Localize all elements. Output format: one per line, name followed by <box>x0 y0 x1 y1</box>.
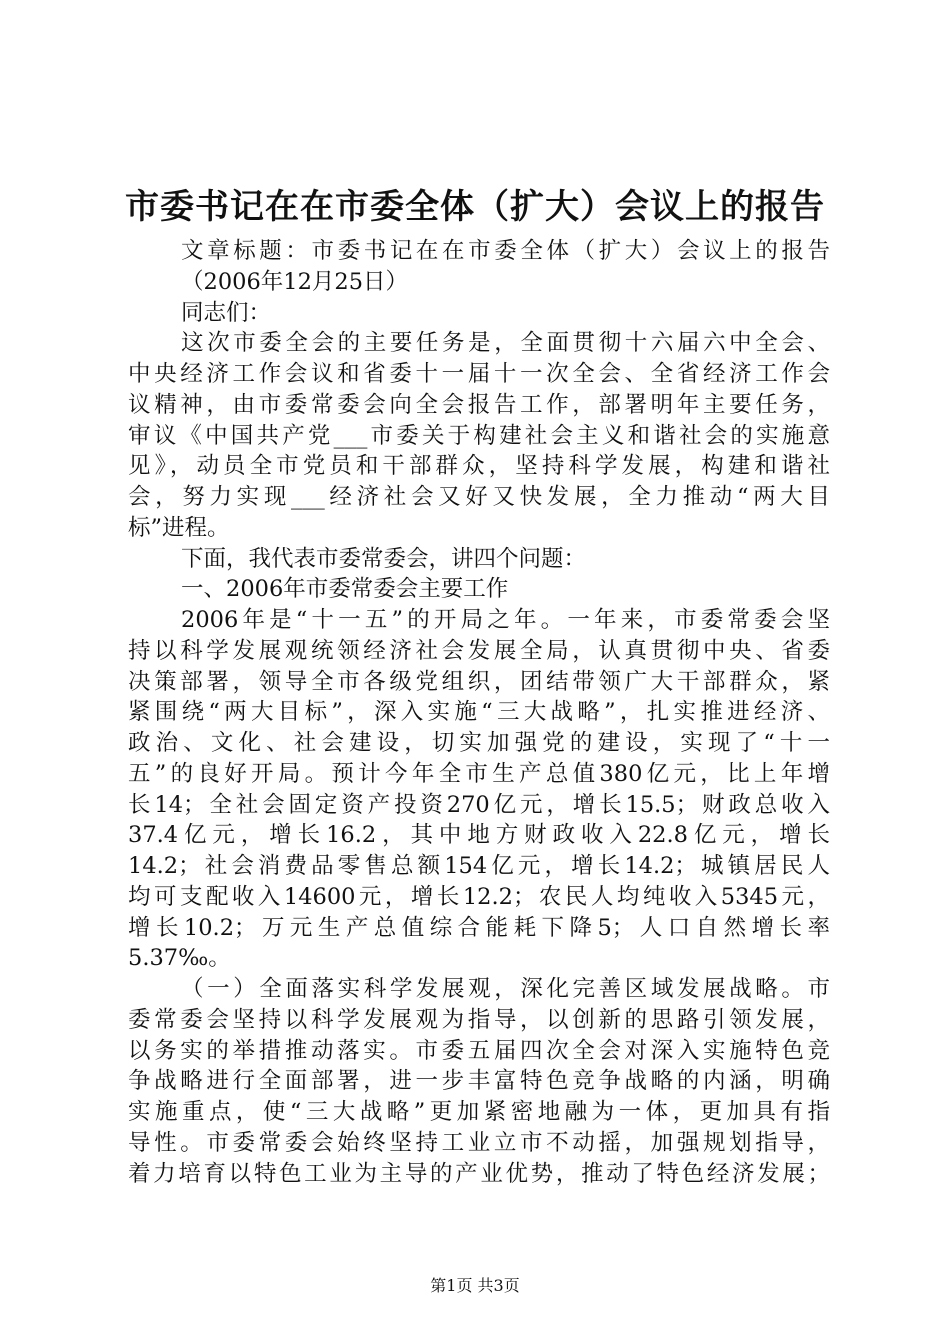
paragraph-line: 争战略进行全面部署，进一步丰富特色竞争战略的内涵，明确 <box>128 1068 830 1095</box>
subsection-line: （一）全面落实科学发展观，深化完善区域发展战略。市 <box>181 976 830 1002</box>
paragraph-line: 中央经济工作会议和省委十一届十一次全会、全省经济工作会 <box>128 361 830 387</box>
paragraph-line: 委常委会坚持以科学发展观为指导，以创新的思路引领发展， <box>128 1006 830 1033</box>
paragraph-line: 14.2；社会消费品零售总额154亿元，增长14.2；城镇居民人 <box>128 853 830 879</box>
paragraph-line: 会，努力实现___经济社会又好又快发展，全力推动“两大目 <box>128 484 830 510</box>
paragraph-line: 导性。市委常委会始终坚持工业立市不动摇，加强规划指导， <box>128 1129 830 1156</box>
paragraph-line: 37.4亿元，增长16.2，其中地方财政收入22.8亿元，增长 <box>128 822 830 849</box>
paragraph-line: 见》，动员全市党员和干部群众，坚持科学发展，构建和谐社 <box>128 453 830 480</box>
paragraph-line: 长14；全社会固定资产投资270亿元，增长15.5；财政总收入 <box>128 791 830 818</box>
paragraph-line: 均可支配收入14600元，增长12.2；农民人均纯收入5345元， <box>128 883 830 910</box>
paragraph-line: 下面，我代表市委常委会，讲四个问题： <box>181 545 587 572</box>
section-heading: 一、2006年市委常委会主要工作 <box>181 576 509 603</box>
paragraph-line: 五”的良好开局。预计今年全市生产总值380亿元，比上年增 <box>128 760 830 787</box>
paragraph-line: 审议《中国共产党___市委关于构建社会主义和谐社会的实施意 <box>128 422 830 449</box>
page-footer: 第1页 共3页 <box>430 1276 520 1295</box>
paragraph-line: 增长10.2；万元生产总值综合能耗下降5；人口自然增长率 <box>128 914 830 941</box>
paragraph-line: 持以科学发展观统领经济社会发展全局，认真贯彻中央、省委 <box>128 637 830 664</box>
paragraph-line: 紧围绕“两大目标”，深入实施“三大战略”，扎实推进经济、 <box>128 699 830 726</box>
paragraph-line: 政治、文化、社会建设，切实加强党的建设，实现了“十一 <box>128 730 830 756</box>
document-body <box>128 236 830 1189</box>
paragraph-line: 2006年是“十一五”的开局之年。一年来，市委常委会坚 <box>181 607 830 633</box>
paragraph-line: 以务实的举措推动落实。市委五届四次全会对深入实施特色竞 <box>128 1037 830 1064</box>
paragraph-line: 5.37‰。 <box>128 945 231 972</box>
salutation-line: 同志们： <box>181 299 272 326</box>
document-title: 市委书记在在市委全体（扩大）会议上的报告 <box>125 187 825 227</box>
article-title-line: 文章标题：市委书记在在市委全体（扩大）会议上的报告 <box>181 238 830 264</box>
date-line: （2006年12月25日） <box>181 268 409 295</box>
paragraph-line: 着力培育以特色工业为主导的产业优势，推动了特色经济发展； <box>128 1160 830 1187</box>
paragraph-line: 实施重点，使“三大战略”更加紧密地融为一体，更加具有指 <box>128 1099 830 1125</box>
paragraph-line: 议精神，由市委常委会向全会报告工作，部署明年主要任务， <box>128 391 830 418</box>
paragraph-line: 这次市委全会的主要任务是，全面贯彻十六届六中全会、 <box>181 330 830 357</box>
paragraph-line: 标”进程。 <box>128 514 230 541</box>
paragraph-line: 决策部署，领导全市各级党组织，团结带领广大干部群众，紧 <box>128 668 830 695</box>
